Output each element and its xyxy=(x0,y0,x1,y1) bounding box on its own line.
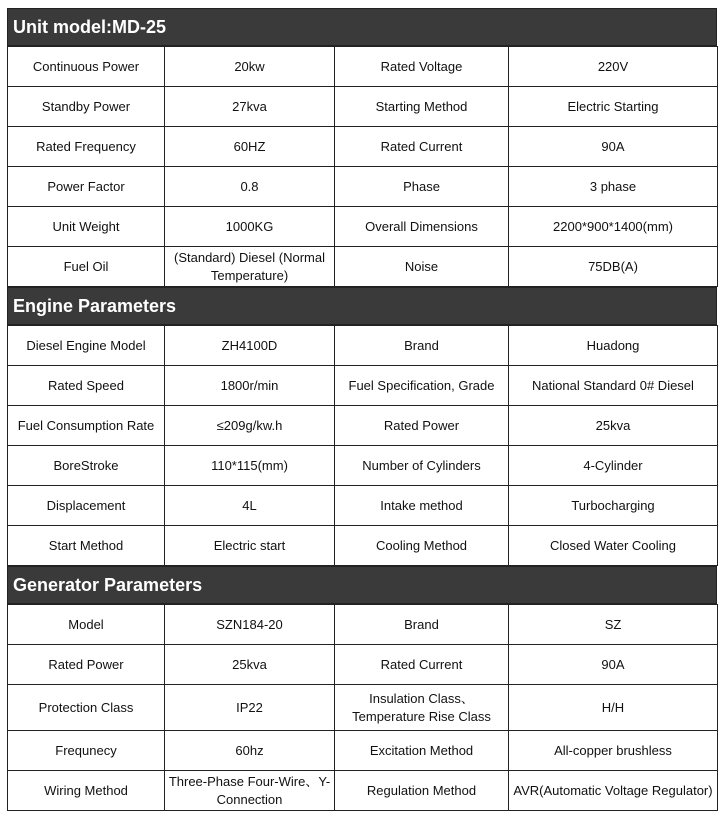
section-header-unit-model: Unit model:MD-25 xyxy=(7,8,717,46)
table-row xyxy=(8,326,718,366)
table-row xyxy=(8,87,718,127)
unit-spec-table xyxy=(7,46,718,287)
spec-label: Insulation Class、Temperature Rise Class xyxy=(335,685,509,731)
spec-value: IP22 xyxy=(165,685,335,731)
spec-value: Closed Water Cooling xyxy=(509,526,718,566)
spec-label: Protection Class xyxy=(8,685,165,731)
spec-value: All-copper brushless xyxy=(509,731,718,771)
spec-value: 75DB(A) xyxy=(509,247,718,287)
spec-label: Diesel Engine Model xyxy=(8,326,165,366)
table-row xyxy=(8,366,718,406)
table-row xyxy=(8,47,718,87)
spec-value: 60HZ xyxy=(165,127,335,167)
spec-value: 1800r/min xyxy=(165,366,335,406)
spec-label: Number of Cylinders xyxy=(335,446,509,486)
spec-value: 0.8 xyxy=(165,167,335,207)
table-row xyxy=(8,406,718,446)
spec-value: 4-Cylinder xyxy=(509,446,718,486)
spec-label: Phase xyxy=(335,167,509,207)
table-row xyxy=(8,605,718,645)
section-header-engine-parameters: Engine Parameters xyxy=(7,287,717,325)
spec-value: AVR(Automatic Voltage Regulator) xyxy=(509,771,718,811)
spec-label: Standby Power xyxy=(8,87,165,127)
spec-value: H/H xyxy=(509,685,718,731)
spec-label: Brand xyxy=(335,605,509,645)
spec-value: (Standard) Diesel (Normal Temperature) xyxy=(165,247,335,287)
spec-value: Turbocharging xyxy=(509,486,718,526)
spec-label: Displacement xyxy=(8,486,165,526)
spec-value: 220V xyxy=(509,47,718,87)
table-row xyxy=(8,771,718,811)
engine-spec-table xyxy=(7,325,718,566)
spec-value: 25kva xyxy=(509,406,718,446)
spec-label: Frequnecy xyxy=(8,731,165,771)
spec-label: Continuous Power xyxy=(8,47,165,87)
spec-value: Electric start xyxy=(165,526,335,566)
spec-label: Brand xyxy=(335,326,509,366)
spec-value: 110*115(mm) xyxy=(165,446,335,486)
spec-label: Unit Weight xyxy=(8,207,165,247)
table-row xyxy=(8,526,718,566)
spec-value: ZH4100D xyxy=(165,326,335,366)
spec-value: 1000KG xyxy=(165,207,335,247)
spec-label: Rated Current xyxy=(335,127,509,167)
spec-label: Excitation Method xyxy=(335,731,509,771)
spec-label: Rated Current xyxy=(335,645,509,685)
spec-label: Rated Frequency xyxy=(8,127,165,167)
table-row xyxy=(8,446,718,486)
spec-label: Regulation Method xyxy=(335,771,509,811)
spec-label: Fuel Oil xyxy=(8,247,165,287)
table-row xyxy=(8,486,718,526)
generator-spec-table xyxy=(7,604,718,811)
spec-value: 60hz xyxy=(165,731,335,771)
spec-value: 2200*900*1400(mm) xyxy=(509,207,718,247)
spec-value: Huadong xyxy=(509,326,718,366)
spec-label: Wiring Method xyxy=(8,771,165,811)
spec-value: 20kw xyxy=(165,47,335,87)
spec-label: Fuel Specification, Grade xyxy=(335,366,509,406)
spec-label: Cooling Method xyxy=(335,526,509,566)
section-header-generator-parameters: Generator Parameters xyxy=(7,566,717,604)
table-row xyxy=(8,247,718,287)
table-row xyxy=(8,731,718,771)
spec-value: 3 phase xyxy=(509,167,718,207)
spec-label: Starting Method xyxy=(335,87,509,127)
spec-value: National Standard 0# Diesel xyxy=(509,366,718,406)
table-row xyxy=(8,167,718,207)
spec-label: Fuel Consumption Rate xyxy=(8,406,165,446)
spec-label: Rated Voltage xyxy=(335,47,509,87)
spec-value: 90A xyxy=(509,127,718,167)
spec-value: Electric Starting xyxy=(509,87,718,127)
spec-value: Three-Phase Four-Wire、Y-Connection xyxy=(165,771,335,811)
spec-label: BoreStroke xyxy=(8,446,165,486)
table-row xyxy=(8,685,718,731)
spec-value: ≤209g/kw.h xyxy=(165,406,335,446)
spec-label: Rated Power xyxy=(8,645,165,685)
spec-label: Rated Speed xyxy=(8,366,165,406)
spec-label: Start Method xyxy=(8,526,165,566)
spec-value: SZN184-20 xyxy=(165,605,335,645)
spec-value: 4L xyxy=(165,486,335,526)
spec-label: Rated Power xyxy=(335,406,509,446)
spec-value: 25kva xyxy=(165,645,335,685)
spec-label: Model xyxy=(8,605,165,645)
table-row xyxy=(8,645,718,685)
spec-value: 27kva xyxy=(165,87,335,127)
spec-value: 90A xyxy=(509,645,718,685)
spec-sheet xyxy=(7,8,717,811)
table-row xyxy=(8,127,718,167)
table-row xyxy=(8,207,718,247)
spec-label: Overall Dimensions xyxy=(335,207,509,247)
spec-label: Intake method xyxy=(335,486,509,526)
spec-value: SZ xyxy=(509,605,718,645)
spec-label: Power Factor xyxy=(8,167,165,207)
spec-label: Noise xyxy=(335,247,509,287)
